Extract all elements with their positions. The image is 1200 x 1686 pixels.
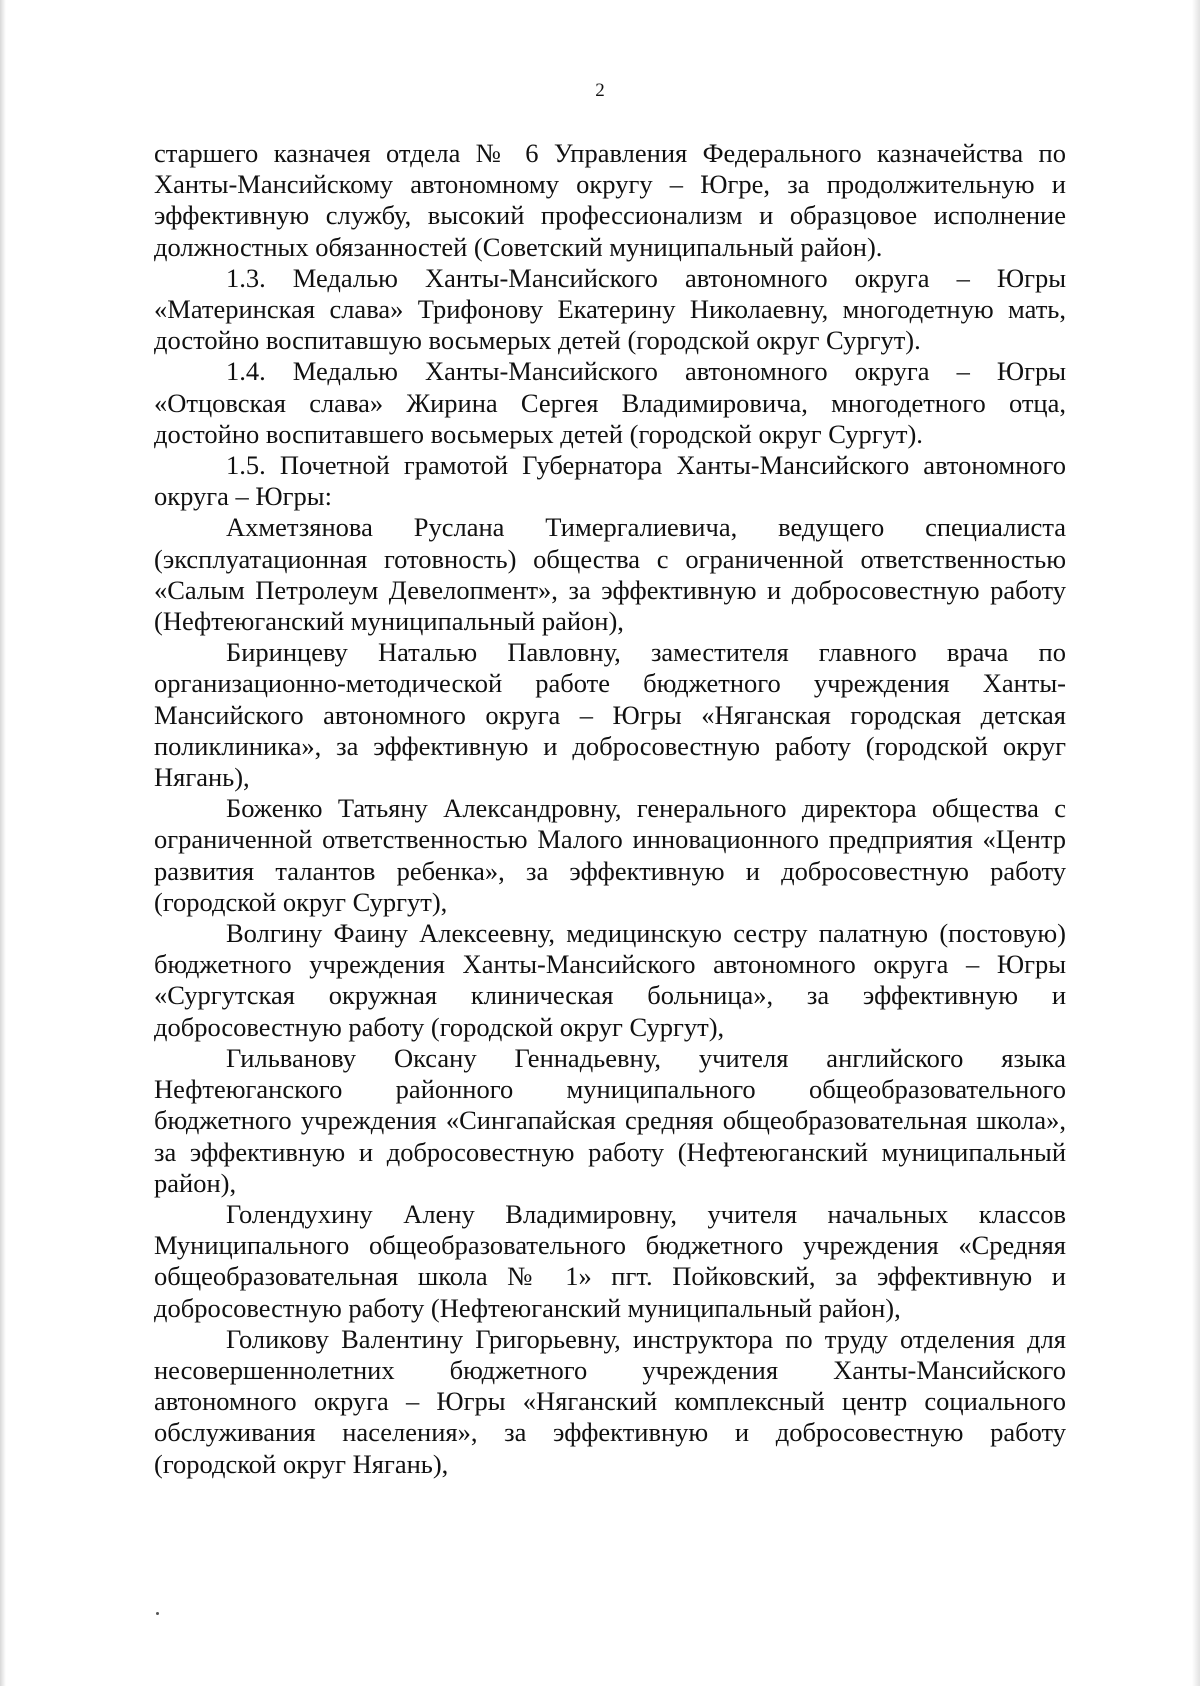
paragraph-awardee: Волгину Фаину Алексеевну, медицинскую сестру палатную (постовую) бюджетного учреждения Ханты-Мансийского автономного округа – Югры «Сургутская окружная клиническая больница», за эффективную и добросовестную работу (городской округ Сургут), [154, 918, 1066, 1042]
paragraph-awardee: Гильванову Оксану Геннадьевну, учителя английского языка Нефтеюганского районного муниципального общеобразовательного бюджетного учреждения «Сингапайская средняя общеобразовательная школа», за эффективную и добросовестную работу (Нефтеюганский муниципальный район), [154, 1042, 1066, 1198]
scan-edge-left [0, 0, 6, 1686]
scan-speck [156, 1612, 159, 1615]
paragraph-item-1-4: 1.4. Медалью Ханты-Мансийского автономного округа – Югры «Отцовская слава» Жирина Сергея Владимировича, многодетного отца, достойно воспитавшего восьмерых детей (городской округ Сургут). [154, 356, 1066, 449]
document-body [154, 138, 1066, 1480]
paragraph-awardee: Боженко Татьяну Александровну, генерального директора общества с ограниченной ответственностью Малого инновационного предприятия «Центр развития талантов ребенка», за эффективную и добросовестную работу (городской округ Сургут), [154, 793, 1066, 917]
paragraph-item-1-5: 1.5. Почетной грамотой Губернатора Ханты-Мансийского автономного округа – Югры: [154, 450, 1066, 512]
paragraph-continuation: старшего казначея отдела № 6 Управления Федерального казначейства по Ханты-Мансийскому автономному округу – Югре, за продолжительную и эффективную службу, высокий профессионализм и образцовое исполнение должностных обязанностей (Советский муниципальный район). [154, 138, 1066, 262]
paragraph-awardee: Голендухину Алену Владимировну, учителя начальных классов Муниципального общеобразовательного бюджетного учреждения «Средняя общеобразовательная школа № 1» пгт. Пойковский, за эффективную и добросовестную работу (Нефтеюганский муниципальный район), [154, 1198, 1066, 1323]
paragraph-awardee: Ахметзянова Руслана Тимергалиевича, ведущего специалиста (эксплуатационная готовность) общества с ограниченной ответственностью «Салым Петролеум Девелопмент», за эффективную и добросовестную работу (Нефтеюганский муниципальный район), [154, 512, 1066, 637]
page-number: 2 [595, 80, 605, 101]
paragraph-awardee: Голикову Валентину Григорьевну, инструктора по труду отделения для несовершеннолетних бюджетного учреждения Ханты-Мансийского автономного округа – Югры «Няганский комплексный центр социального обслуживания населения», за эффективную и добросовестную работу (городской округ Нягань), [154, 1323, 1066, 1479]
scan-edge-right [1192, 0, 1200, 1686]
paragraph-awardee: Биринцеву Наталью Павловну, заместителя главного врача по организационно-методической работе бюджетного учреждения Ханты-Мансийского автономного округа – Югры «Няганская городская детская поликлиника», за эффективную и добросовестную работу (городской округ Нягань), [154, 637, 1066, 793]
paragraph-item-1-3: 1.3. Медалью Ханты-Мансийского автономного округа – Югры «Материнская слава» Трифонову Екатерину Николаевну, многодетную мать, достойно воспитавшую восьмерых детей (городской округ Сургут). [154, 262, 1066, 356]
